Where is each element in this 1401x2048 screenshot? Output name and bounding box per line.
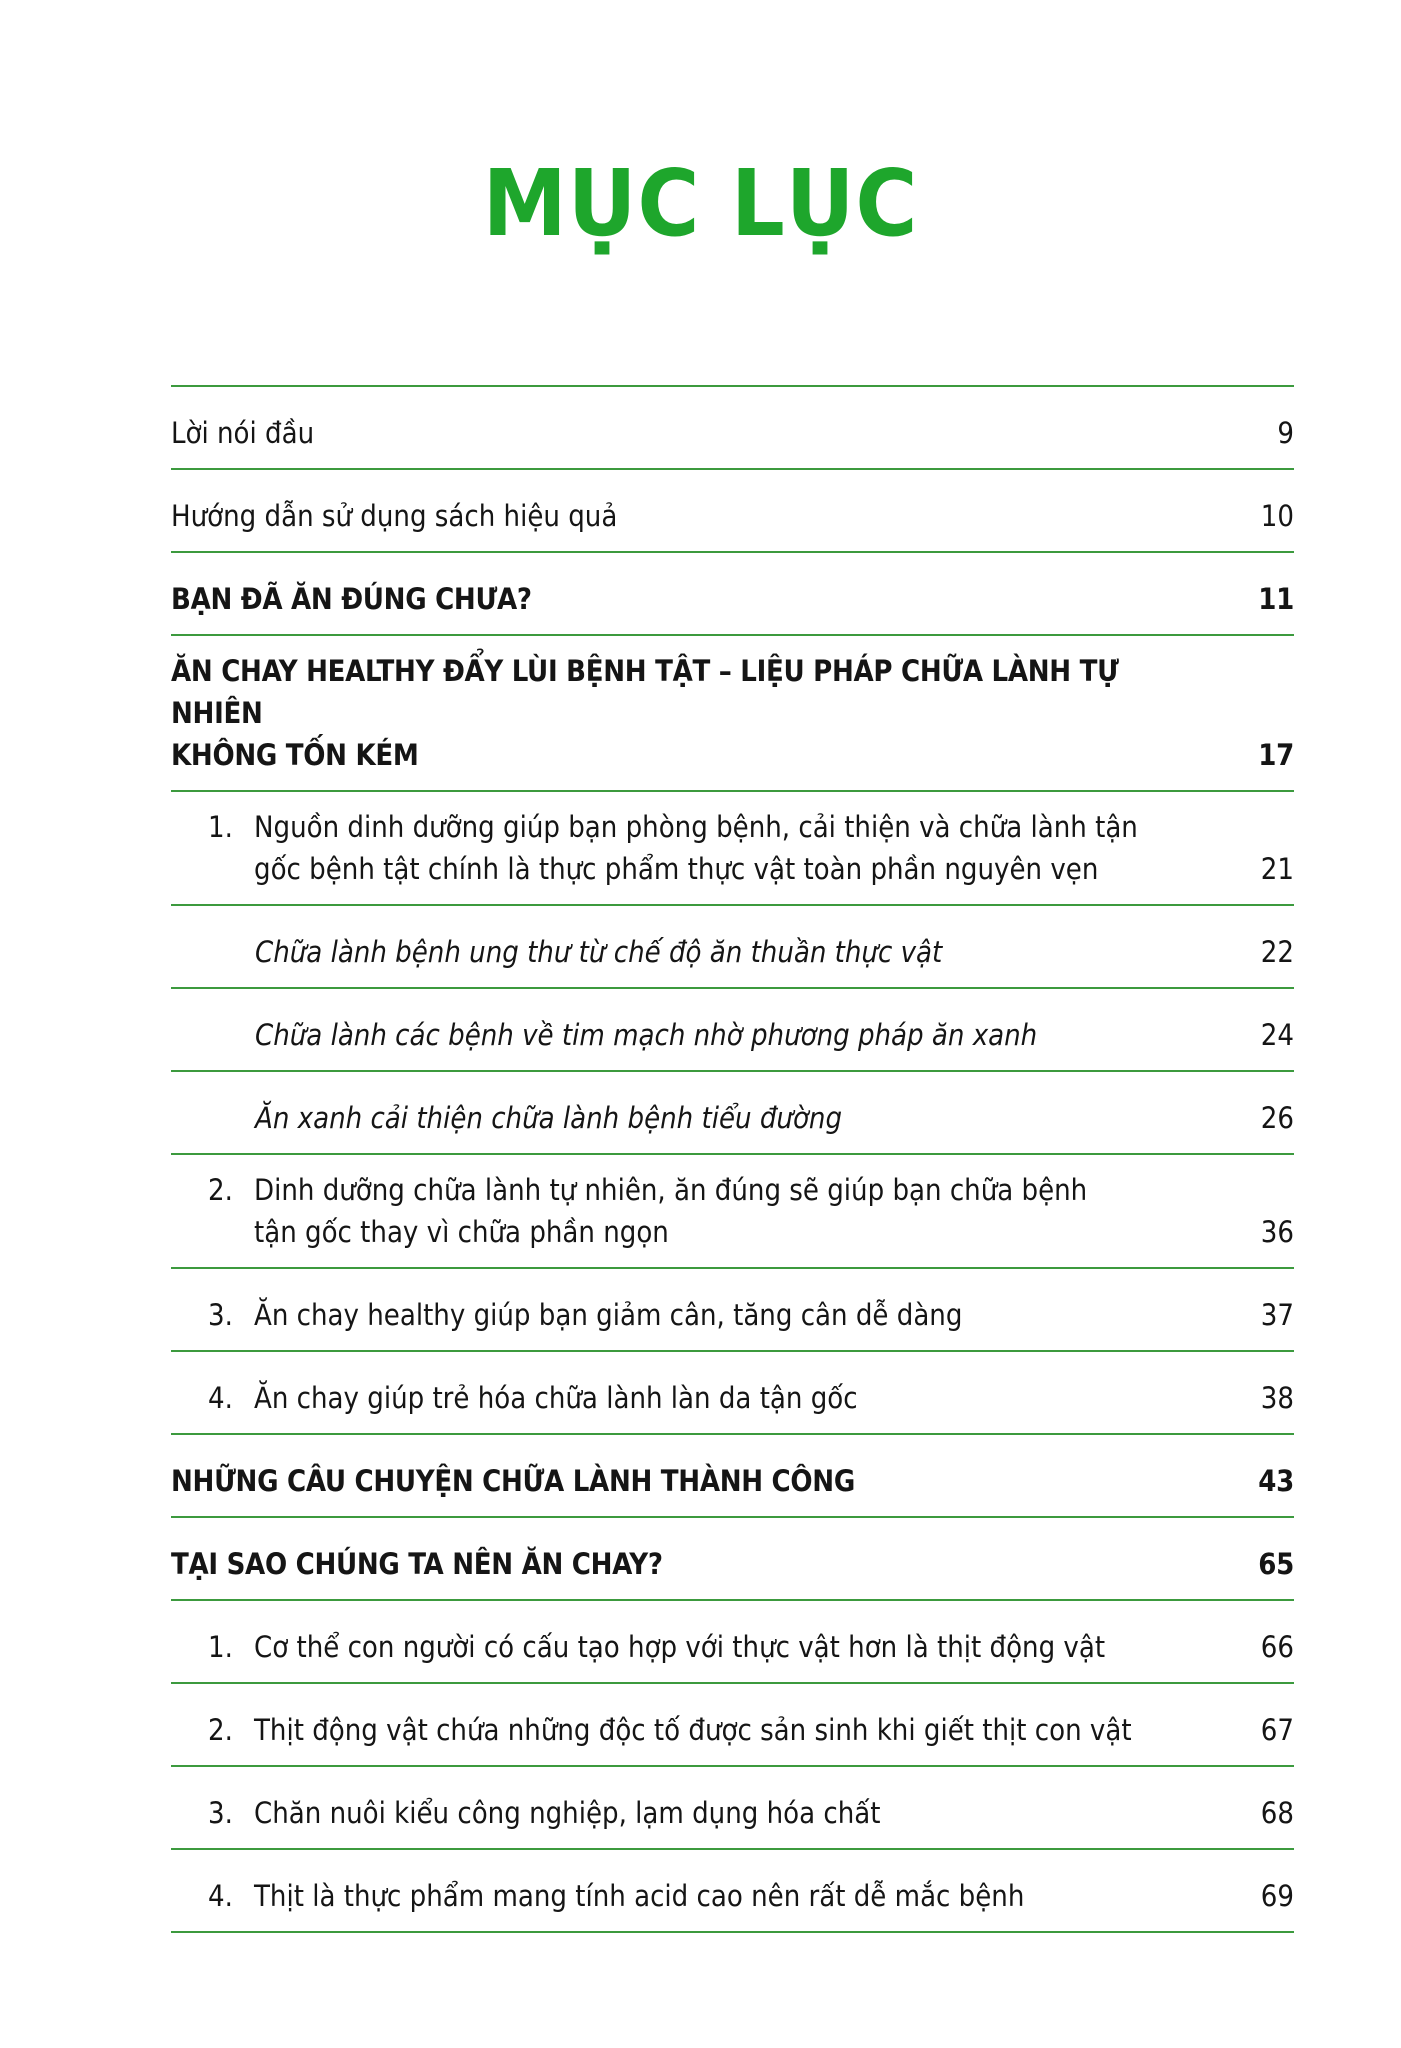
toc-entry-section[interactable]	[171, 1601, 1294, 1682]
toc-entry-page: 11	[1258, 582, 1294, 616]
toc-entry-loi-noi-dau[interactable]	[171, 387, 1294, 468]
toc-entry-title: Thịt là thực phẩm mang tính acid cao nên rất dễ mắc bệnh	[254, 1879, 1025, 1913]
toc-entry-title: Chăn nuôi kiểu công nghiệp, lạm dụng hóa chất	[254, 1796, 881, 1830]
toc-entry-page: 22	[1260, 935, 1294, 969]
toc-entry-subsection[interactable]	[171, 1072, 1294, 1153]
toc-entry-number: 3.	[208, 1796, 233, 1830]
toc-entry-page: 10	[1260, 499, 1294, 533]
toc-entry-number: 2.	[208, 1713, 233, 1747]
toc-entry-section[interactable]	[171, 1269, 1294, 1350]
toc-entry-title: TẠI SAO CHÚNG TA NÊN ĂN CHAY?	[171, 1547, 663, 1581]
toc-entry-chapter[interactable]	[171, 1435, 1294, 1516]
toc-entry-page: 66	[1260, 1630, 1294, 1664]
toc-entry-page: 17	[1258, 738, 1294, 772]
toc-entry-subsection[interactable]	[171, 906, 1294, 987]
toc-entry-title: Ăn chay giúp trẻ hóa chữa lành làn da tận gốc	[254, 1381, 858, 1415]
toc-entry-title-line: Nguồn dinh dưỡng giúp bạn phòng bệnh, cải thiện và chữa lành tận	[254, 810, 1138, 844]
page-title: MỤC LỤC	[482, 150, 919, 257]
toc-entry-title-line: Dinh dưỡng chữa lành tự nhiên, ăn đúng sẽ giúp bạn chữa bệnh	[254, 1173, 1088, 1207]
toc-entry-title-line: tận gốc thay vì chữa phần ngọn	[254, 1215, 669, 1249]
toc-entry-title	[171, 636, 1214, 790]
toc-entry-number: 1.	[208, 810, 233, 844]
toc-entry-section[interactable]	[171, 1155, 1294, 1267]
toc-entry-chapter[interactable]	[171, 553, 1294, 634]
toc-entry-title: Lời nói đầu	[171, 416, 315, 450]
toc-entry-subsection[interactable]	[171, 989, 1294, 1070]
toc-entry-page: 37	[1260, 1298, 1294, 1332]
toc-entry-title: Ăn chay healthy giúp bạn giảm cân, tăng cân dễ dàng	[254, 1298, 963, 1332]
toc-entry-page: 65	[1258, 1547, 1294, 1581]
toc-entry-page: 21	[1260, 852, 1294, 886]
toc-entry-number: 4.	[208, 1381, 233, 1415]
toc-entry-title: Ăn xanh cải thiện chữa lành bệnh tiểu đường	[255, 1101, 843, 1135]
toc-entry-title-line: gốc bệnh tật chính là thực phẩm thực vật toàn phần nguyên vẹn	[254, 852, 1099, 886]
toc-entry-title	[254, 1169, 1214, 1253]
toc-entry-chapter[interactable]	[171, 1518, 1294, 1599]
toc-entry-section[interactable]	[171, 1850, 1294, 1931]
toc-entry-number: 4.	[208, 1879, 233, 1913]
toc-entry-page: 68	[1260, 1796, 1294, 1830]
toc-entry-page: 69	[1260, 1879, 1294, 1913]
toc-entry-huong-dan[interactable]	[171, 470, 1294, 551]
toc-entry-title: BẠN ĐÃ ĂN ĐÚNG CHƯA?	[171, 582, 532, 616]
toc-entry-number: 3.	[208, 1298, 233, 1332]
toc-entry-page: 36	[1260, 1215, 1294, 1249]
toc-entry-title-line: ĂN CHAY HEALTHY ĐẨY LÙI BỆNH TẬT – LIỆU PHÁP CHỮA LÀNH TỰ NHIÊN	[171, 654, 1119, 730]
toc-entry-title-line: KHÔNG TỐN KÉM	[171, 738, 419, 772]
toc-entry-title	[254, 806, 1214, 890]
toc-entry-page: 24	[1260, 1018, 1294, 1052]
toc-entry-number: 2.	[208, 1173, 233, 1207]
toc-entry-section[interactable]	[171, 1767, 1294, 1848]
toc-entry-title: Chữa lành các bệnh về tim mạch nhờ phương pháp ăn xanh	[255, 1018, 1038, 1052]
toc-entry-section[interactable]	[171, 792, 1294, 904]
toc-entry-title: Hướng dẫn sử dụng sách hiệu quả	[171, 499, 618, 533]
toc-entry-title: Chữa lành bệnh ung thư từ chế độ ăn thuần thực vật	[255, 935, 943, 969]
toc-entry-title: Thịt động vật chứa những độc tố được sản sinh khi giết thịt con vật	[254, 1713, 1132, 1747]
toc-entry-page: 38	[1260, 1381, 1294, 1415]
toc-entry-page: 43	[1258, 1464, 1294, 1498]
toc-entry-page: 67	[1260, 1713, 1294, 1747]
toc-entry-title: NHỮNG CÂU CHUYỆN CHỮA LÀNH THÀNH CÔNG	[171, 1464, 855, 1498]
toc-entry-title: Cơ thể con người có cấu tạo hợp với thực vật hơn là thịt động vật	[254, 1630, 1106, 1664]
divider	[171, 1931, 1294, 1933]
toc-entry-chapter[interactable]	[171, 636, 1294, 790]
table-of-contents	[171, 385, 1294, 1933]
toc-entry-section[interactable]	[171, 1352, 1294, 1433]
toc-entry-page: 26	[1260, 1101, 1294, 1135]
toc-entry-section[interactable]	[171, 1684, 1294, 1765]
toc-entry-number: 1.	[208, 1630, 233, 1664]
toc-entry-page: 9	[1277, 416, 1294, 450]
